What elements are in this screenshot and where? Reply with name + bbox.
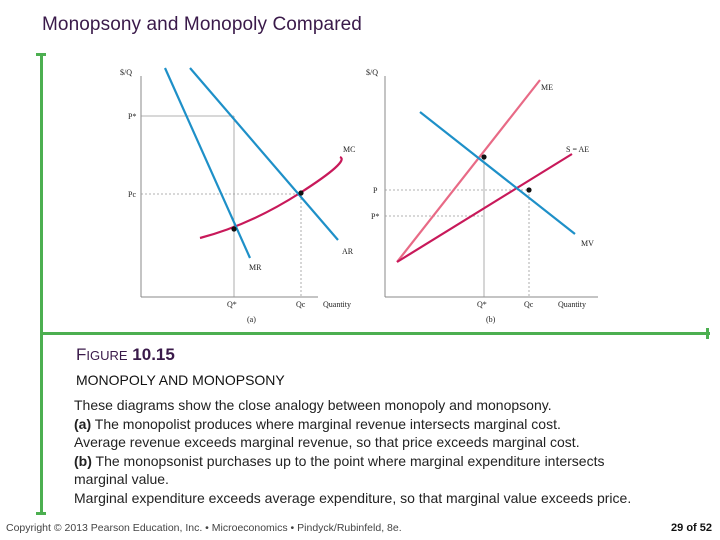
figure-label: [76, 345, 175, 365]
panel-a-monopoly-point: [231, 226, 236, 231]
panel-b-panel-label: (b): [486, 315, 496, 324]
figure-caption: [74, 396, 714, 508]
figure-subtitle: MONOPOLY AND MONOPSONY: [76, 372, 285, 388]
panel-a-price-label-2: Pc: [128, 190, 136, 199]
panel-b: [366, 68, 598, 324]
panel-a-quantity-label-2: Qc: [296, 300, 306, 309]
panel-a-price-label-1: P*: [128, 112, 137, 121]
panel-b-quantity-label-1: Q*: [477, 300, 487, 309]
panel-a-quantity-label-1: Q*: [227, 300, 237, 309]
caption-line-2-text: The monopolist produces where marginal revenue intersects marginal cost.: [91, 415, 561, 432]
caption-line-3: Average revenue exceeds marginal revenue, so that price exceeds marginal cost.: [74, 434, 580, 451]
slide-title: Monopsony and Monopoly Compared: [42, 14, 362, 35]
footer-copyright: Copyright © 2013 Pearson Education, Inc. • Microeconomics • Pindyck/Rubinfeld, 8e.: [6, 522, 402, 534]
panel-a-competitive-point: [298, 190, 303, 195]
caption-line-2: [74, 415, 714, 434]
panel-b-mv-curve: [420, 112, 575, 234]
figure-label-initial: F: [76, 345, 87, 364]
caption-line-4-text: The monopsonist purchases up to the point where marginal expenditure intersects: [91, 452, 605, 469]
panel-b-price-label-2: P*: [371, 212, 380, 221]
caption-panel-a-marker: (a): [74, 415, 92, 432]
frame-tick-bottom: [36, 512, 46, 515]
caption-line-1: These diagrams show the close analogy between monopoly and monopsony.: [74, 397, 552, 413]
panel-a-curve-label-ar: AR: [342, 247, 354, 256]
panel-b-curve-label-me: ME: [541, 83, 553, 92]
panel-b-me-curve: [397, 80, 540, 262]
panel-a-curve-label-mc: MC: [343, 145, 356, 154]
panel-a-mc-curve: [200, 157, 342, 238]
panel-b-curve-label-se: S = AE: [566, 145, 590, 154]
panel-a-mr-curve: [165, 68, 250, 258]
caption-line-6: Marginal expenditure exceeds average expenditure, so that marginal value exceeds price.: [74, 489, 632, 506]
panel-a-panel-label: (a): [247, 315, 256, 324]
caption-line-5: marginal value.: [74, 471, 169, 488]
figure-label-word: IGURE: [86, 348, 128, 363]
panel-b-price-label-1: P: [373, 186, 378, 195]
panel-b-monopsony-point: [481, 154, 486, 159]
panel-b-curve-label-mv: MV: [581, 239, 594, 248]
panel-b-x-label: Quantity: [558, 300, 586, 309]
panel-a-y-label: $/Q: [120, 68, 132, 77]
panel-b-se-curve: [397, 154, 572, 262]
panel-b-competitive-point: [526, 187, 531, 192]
figure-label-number: 10.15: [132, 345, 175, 364]
panel-a-curve-label-mr: MR: [249, 263, 262, 272]
panel-b-y-label: $/Q: [366, 68, 378, 77]
panel-b-quantity-label-2: Qc: [524, 300, 534, 309]
panel-a: [120, 68, 355, 324]
page-number: 29 of 52: [671, 522, 712, 534]
caption-panel-b-marker: (b): [74, 452, 92, 469]
caption-line-4: [74, 452, 714, 471]
panel-a-x-label: Quantity: [323, 300, 351, 309]
